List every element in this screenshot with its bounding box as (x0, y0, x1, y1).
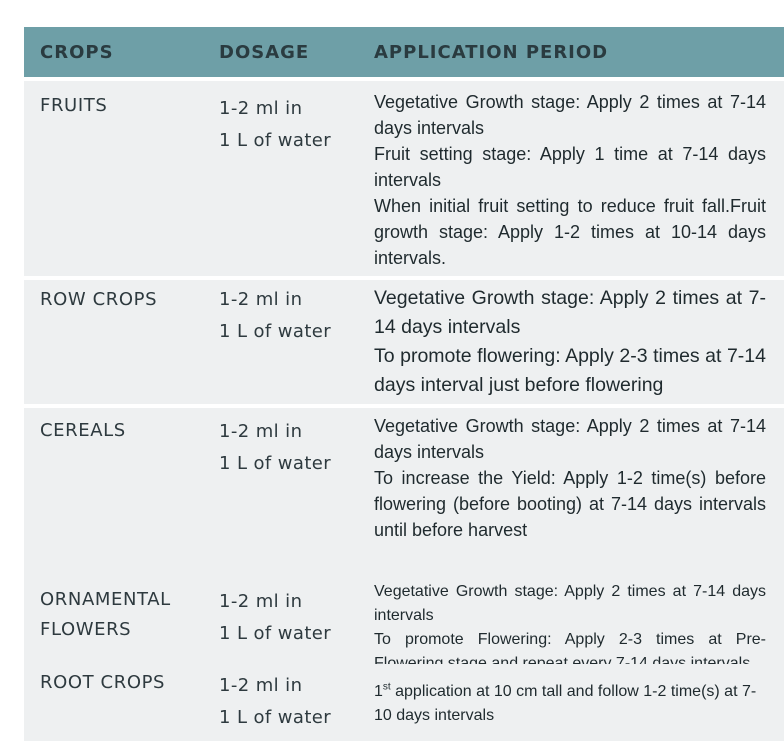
header-crops: CROPS (40, 42, 114, 63)
dosage-line: 1 L of water (219, 453, 332, 474)
table-row-row-crops (24, 280, 784, 404)
table-row-fruits (24, 81, 784, 276)
application-cell (374, 284, 766, 400)
application-text: Vegetative Growth stage: Apply 2 times at 7-14 days intervals (374, 287, 766, 338)
application-cell (374, 580, 766, 676)
header-application-period: APPLICATION PERIOD (374, 42, 609, 63)
crop-cell (40, 416, 126, 446)
crop-name: ROW CROPS (40, 289, 158, 310)
crop-name: FRUITS (40, 95, 108, 116)
application-table (24, 27, 784, 728)
application-text: Vegetative Growth stage: Apply 2 times at 7-14 days intervals (374, 583, 766, 624)
application-text: When initial fruit setting to reduce fruit fall.Fruit growth stage: Apply 1-2 times at 10-14 days intervals. (374, 196, 766, 268)
dosage-line: 1-2 ml in (219, 421, 303, 442)
dosage-line: 1 L of water (219, 707, 332, 728)
application-text: Fruit setting stage: Apply 1 time at 7-14 days intervals (374, 144, 766, 190)
crop-name: CEREALS (40, 420, 126, 441)
application-text: To promote flowering: Apply 2-3 times at 7-14 days interval just before flowering (374, 345, 766, 396)
crop-name-line: FLOWERS (40, 619, 132, 640)
crop-cell (40, 585, 171, 645)
ordinal-suffix: st (382, 681, 391, 693)
header-dosage: DOSAGE (219, 42, 310, 63)
dosage-line: 1 L of water (219, 130, 332, 151)
dosage-line: 1-2 ml in (219, 591, 303, 612)
application-text: Vegetative Growth stage: Apply 2 times at 7-14 days intervals (374, 416, 766, 462)
crop-cell (40, 285, 157, 315)
ordinal-number: 1 (374, 683, 383, 700)
dosage-cell (219, 670, 331, 734)
dosage-cell (219, 284, 331, 348)
dosage-line: 1 L of water (219, 623, 332, 644)
crop-name-line: ORNAMENTAL (40, 589, 171, 610)
dosage-cell (219, 586, 331, 650)
application-text: To increase the Yield: Apply 1-2 time(s) before flowering (before booting) at 7-14 days intervals until before harvest (374, 468, 766, 540)
dosage-line: 1-2 ml in (219, 289, 303, 310)
table-row-root-crops (24, 664, 784, 741)
application-cell (374, 680, 766, 728)
dosage-cell (219, 93, 331, 157)
application-text (374, 680, 766, 728)
application-cell (374, 89, 766, 271)
crop-name: ROOT CROPS (40, 672, 166, 693)
table-header (24, 27, 784, 77)
dosage-line: 1-2 ml in (219, 675, 303, 696)
dosage-line: 1 L of water (219, 321, 332, 342)
application-cell (374, 413, 766, 543)
dosage-cell (219, 416, 331, 480)
application-text-rest: application at 10 cm tall and follow 1-2 time(s) at 7-10 days intervals (374, 683, 757, 724)
dosage-line: 1-2 ml in (219, 98, 303, 119)
application-text: Vegetative Growth stage: Apply 2 times at 7-14 days intervals (374, 92, 766, 138)
application-text: To promote Flowering: Apply 2-3 times at Pre- (374, 631, 766, 648)
crop-cell (40, 91, 107, 121)
crop-cell (40, 668, 165, 698)
